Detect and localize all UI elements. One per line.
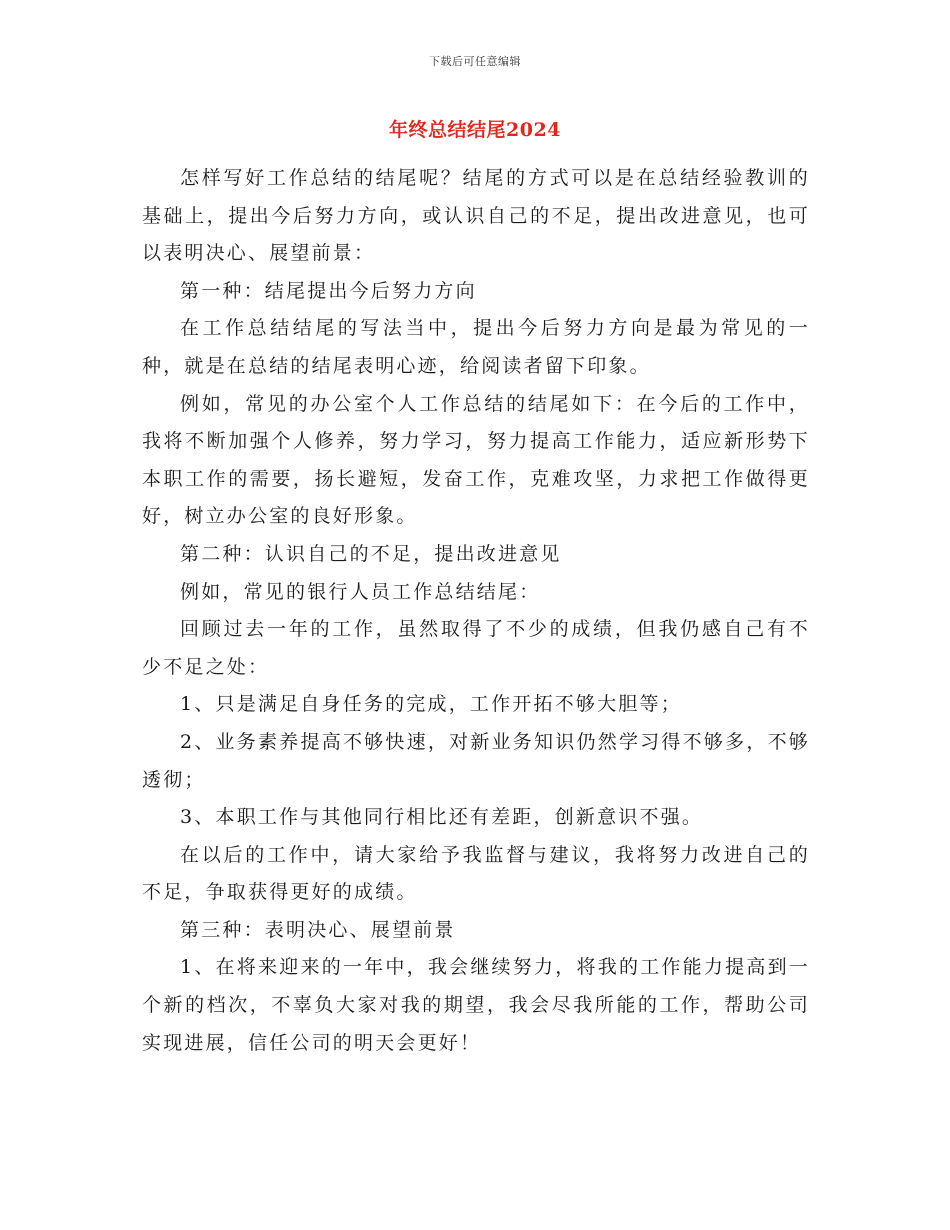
paragraph: 在工作总结结尾的写法当中，提出今后努力方向是最为常见的一种，就是在总结的结尾表明心迹，给阅读者留下印象。 [142,317,810,377]
paragraph: 回顾过去一年的工作，虽然取得了不少的成绩，但我仍感自己有不少不足之处： [142,618,810,678]
paragraph: 例如，常见的银行人员工作总结结尾： [180,580,541,603]
list-item: 2、业务素养提高不够快速，对新业务知识仍然学习得不够多，不够透彻； [142,730,810,791]
paragraph-heading-3: 第三种：表明决心、展望前景 [180,918,456,941]
list-item: 3、本职工作与其他同行相比还有差距，创新意识不强。 [180,806,704,829]
paragraph: 在以后的工作中，请大家给予我监督与建议，我将努力改进自己的不足，争取获得更好的成绩。 [142,843,810,904]
paragraph-intro: 怎样写好工作总结的结尾呢？结尾的方式可以是在总结经验教训的基础上，提出今后努力方向，或认识自己的不足，提出改进意见，也可以表明决心、展望前景： [142,167,810,265]
paragraph-heading-2: 第二种：认识自己的不足，提出改进意见 [180,542,562,565]
paragraph: 例如，常见的办公室个人工作总结的结尾如下：在今后的工作中，我将不断加强个人修养，努力学习，努力提高工作能力，适应新形势下本职工作的需要，扬长避短，发奋工作，克难攻坚，力求把工作做得更好，树立办公室的良好形象。 [142,392,810,528]
list-item: 1、只是满足自身任务的完成，工作开拓不够大胆等； [180,693,682,716]
document-body [142,160,810,1062]
list-item: 1、在将来迎来的一年中，我会继续努力，将我的工作能力提高到一个新的档次，不辜负大家对我的期望，我会尽我所能的工作，帮助公司实现进展，信任公司的明天会更好！ [142,956,810,1054]
header-note: 下载后可任意编辑 [429,55,521,68]
paragraph-heading-1: 第一种：结尾提出今后努力方向 [180,279,477,302]
document-title: 年终总结结尾2024 [389,119,561,141]
